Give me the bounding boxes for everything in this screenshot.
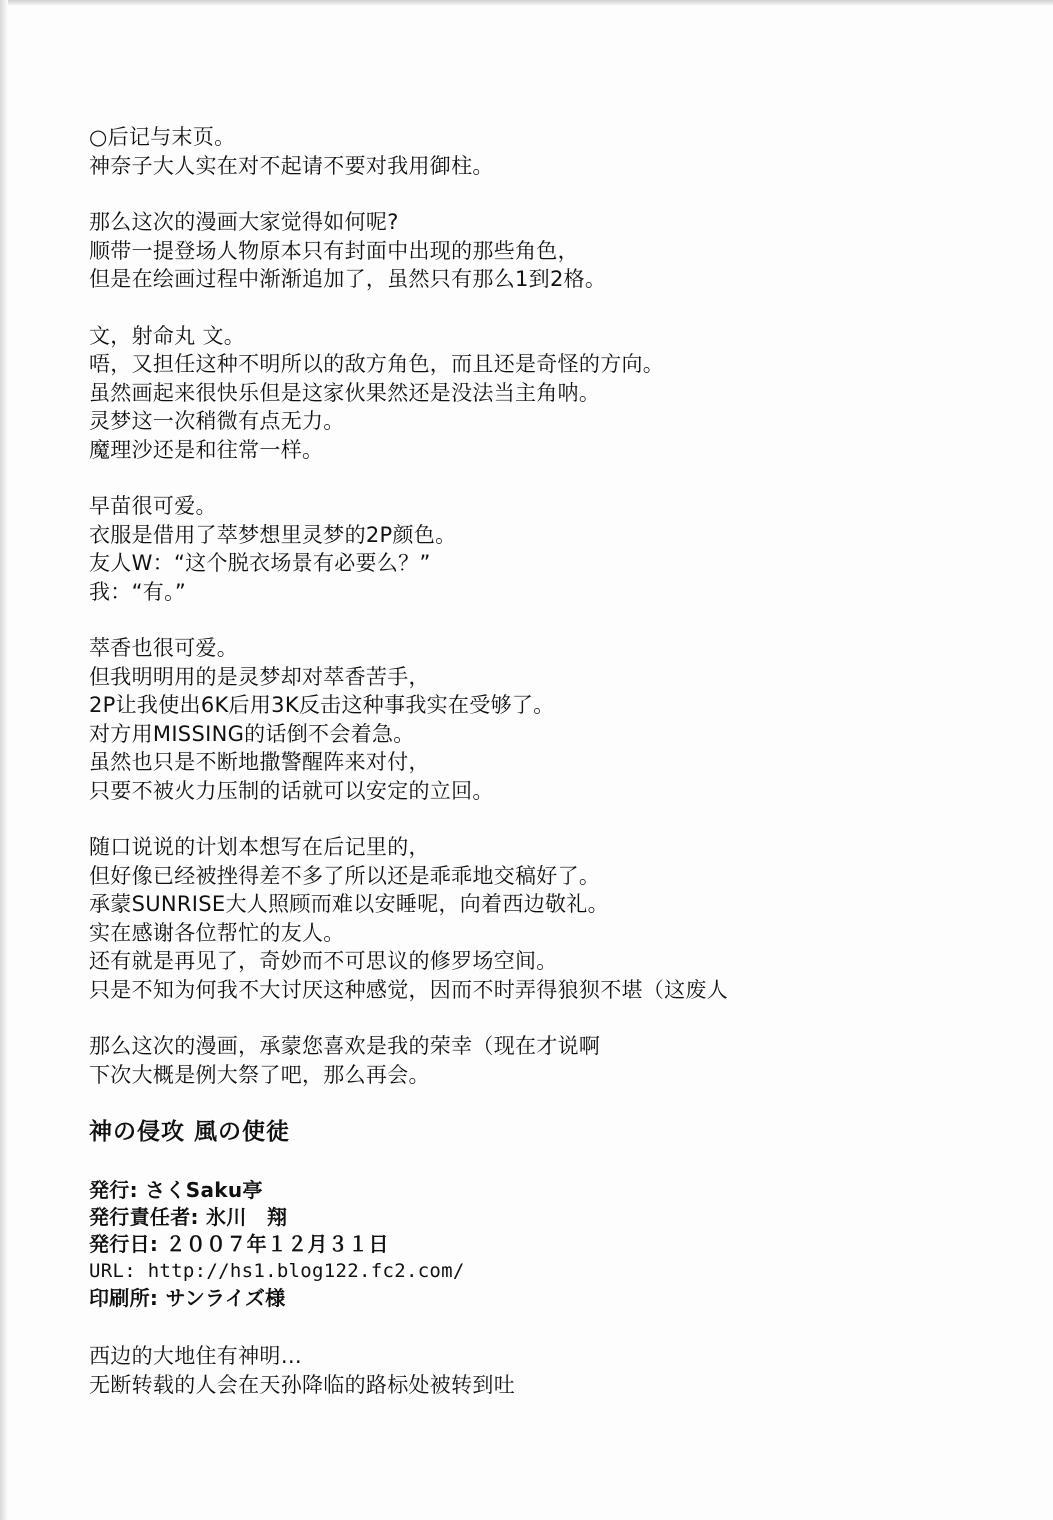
text-line: 但我明明用的是灵梦却对萃香苦手，: [89, 664, 430, 689]
afterword-content: [89, 123, 989, 1399]
text-line: 那么这次的漫画，承蒙您喜欢是我的荣幸（现在才说啊: [89, 1034, 601, 1058]
text-line: 虽然画起来很快乐但是这家伙果然还是没法当主角呐。: [89, 380, 601, 405]
text-line: 但是在绘画过程中渐渐追加了，虽然只有那么1到2格。: [89, 267, 607, 291]
text-line: 我：“有。”: [89, 579, 187, 604]
afterword-paragraph-1: [89, 123, 989, 180]
colophon: [89, 1177, 989, 1312]
scan-edge-left: [0, 0, 8, 1520]
text-line: 对方用MISSING的话倒不会着急。: [89, 721, 415, 746]
text-line: 魔理沙还是和往常一样。: [89, 437, 324, 462]
text-line: 萃香也很可爱。: [89, 636, 239, 660]
text-line: 西边的大地住有神明…: [89, 1344, 302, 1368]
text-line: 还有就是再见了，奇妙而不可思议的修罗场空间。: [89, 949, 558, 973]
text-line: 友人W：“这个脱衣场景有必要么？”: [89, 551, 431, 575]
text-line: 只要不被火力压制的话就可以安定的立回。: [89, 778, 494, 803]
text-line: ○后记与末页。: [89, 125, 236, 149]
text-line: 灵梦这一次稍微有点无力。: [89, 409, 345, 433]
text-line: 下次大概是例大祭了吧，那么再会。: [89, 1062, 430, 1087]
text-line: 实在感谢各位帮忙的友人。: [89, 920, 345, 945]
afterword-paragraph-3: [89, 322, 989, 465]
afterword-paragraph-5: [89, 634, 989, 805]
colophon-printer: 印刷所: サンライズ様: [89, 1286, 286, 1310]
closing-note: [89, 1342, 989, 1399]
text-line: 顺带一提登场人物原本只有封面中出现的那些角色，: [89, 238, 579, 263]
text-line: 神奈子大人实在对不起请不要对我用御柱。: [89, 153, 494, 178]
afterword-paragraph-4: [89, 492, 989, 606]
text-line: 承蒙SUNRISE大人照顾而难以安睡呢，向着西边敬礼。: [89, 892, 609, 916]
text-line: 2P让我使出6K后用3K反击这种事我实在受够了。: [89, 693, 555, 717]
afterword-paragraph-2: [89, 208, 989, 294]
text-line: 文，射命丸 文。: [89, 323, 246, 348]
text-line: 随口说说的计划本想写在后记里的，: [89, 835, 430, 859]
text-line: 唔，又担任这种不明所以的敌方角色，而且还是奇怪的方向。: [89, 352, 665, 376]
colophon-url: URL: http://hs1.blog122.fc2.com/: [89, 1260, 465, 1282]
afterword-paragraph-6: [89, 833, 989, 1004]
text-line: 但好像已经被挫得差不多了所以还是乖乖地交稿好了。: [89, 863, 601, 888]
scan-edge-top: [0, 0, 1053, 6]
colophon-date: 発行日: ２００７年１２月３１日: [89, 1232, 389, 1256]
text-line: 无断转载的人会在天孙降临的路标处被转到吐: [89, 1372, 515, 1397]
colophon-publisher: 発行: さくSaku亭: [89, 1178, 263, 1202]
text-line: 早苗很可爱。: [89, 494, 217, 518]
colophon-responsible: 発行責任者: 氷川 翔: [89, 1205, 288, 1229]
text-line: 虽然也只是不断地撒警醒阵来对付，: [89, 750, 430, 774]
text-line: 只是不知为何我不大讨厌这种感觉，因而不时弄得狼狈不堪（这废人: [89, 977, 728, 1002]
afterword-paragraph-7: [89, 1032, 989, 1089]
text-line: 衣服是借用了萃梦想里灵梦的2P颜色。: [89, 522, 457, 547]
text-line: 那么这次的漫画大家觉得如何呢?: [89, 210, 399, 234]
book-title: 神の侵攻 風の使徒: [89, 1119, 291, 1145]
